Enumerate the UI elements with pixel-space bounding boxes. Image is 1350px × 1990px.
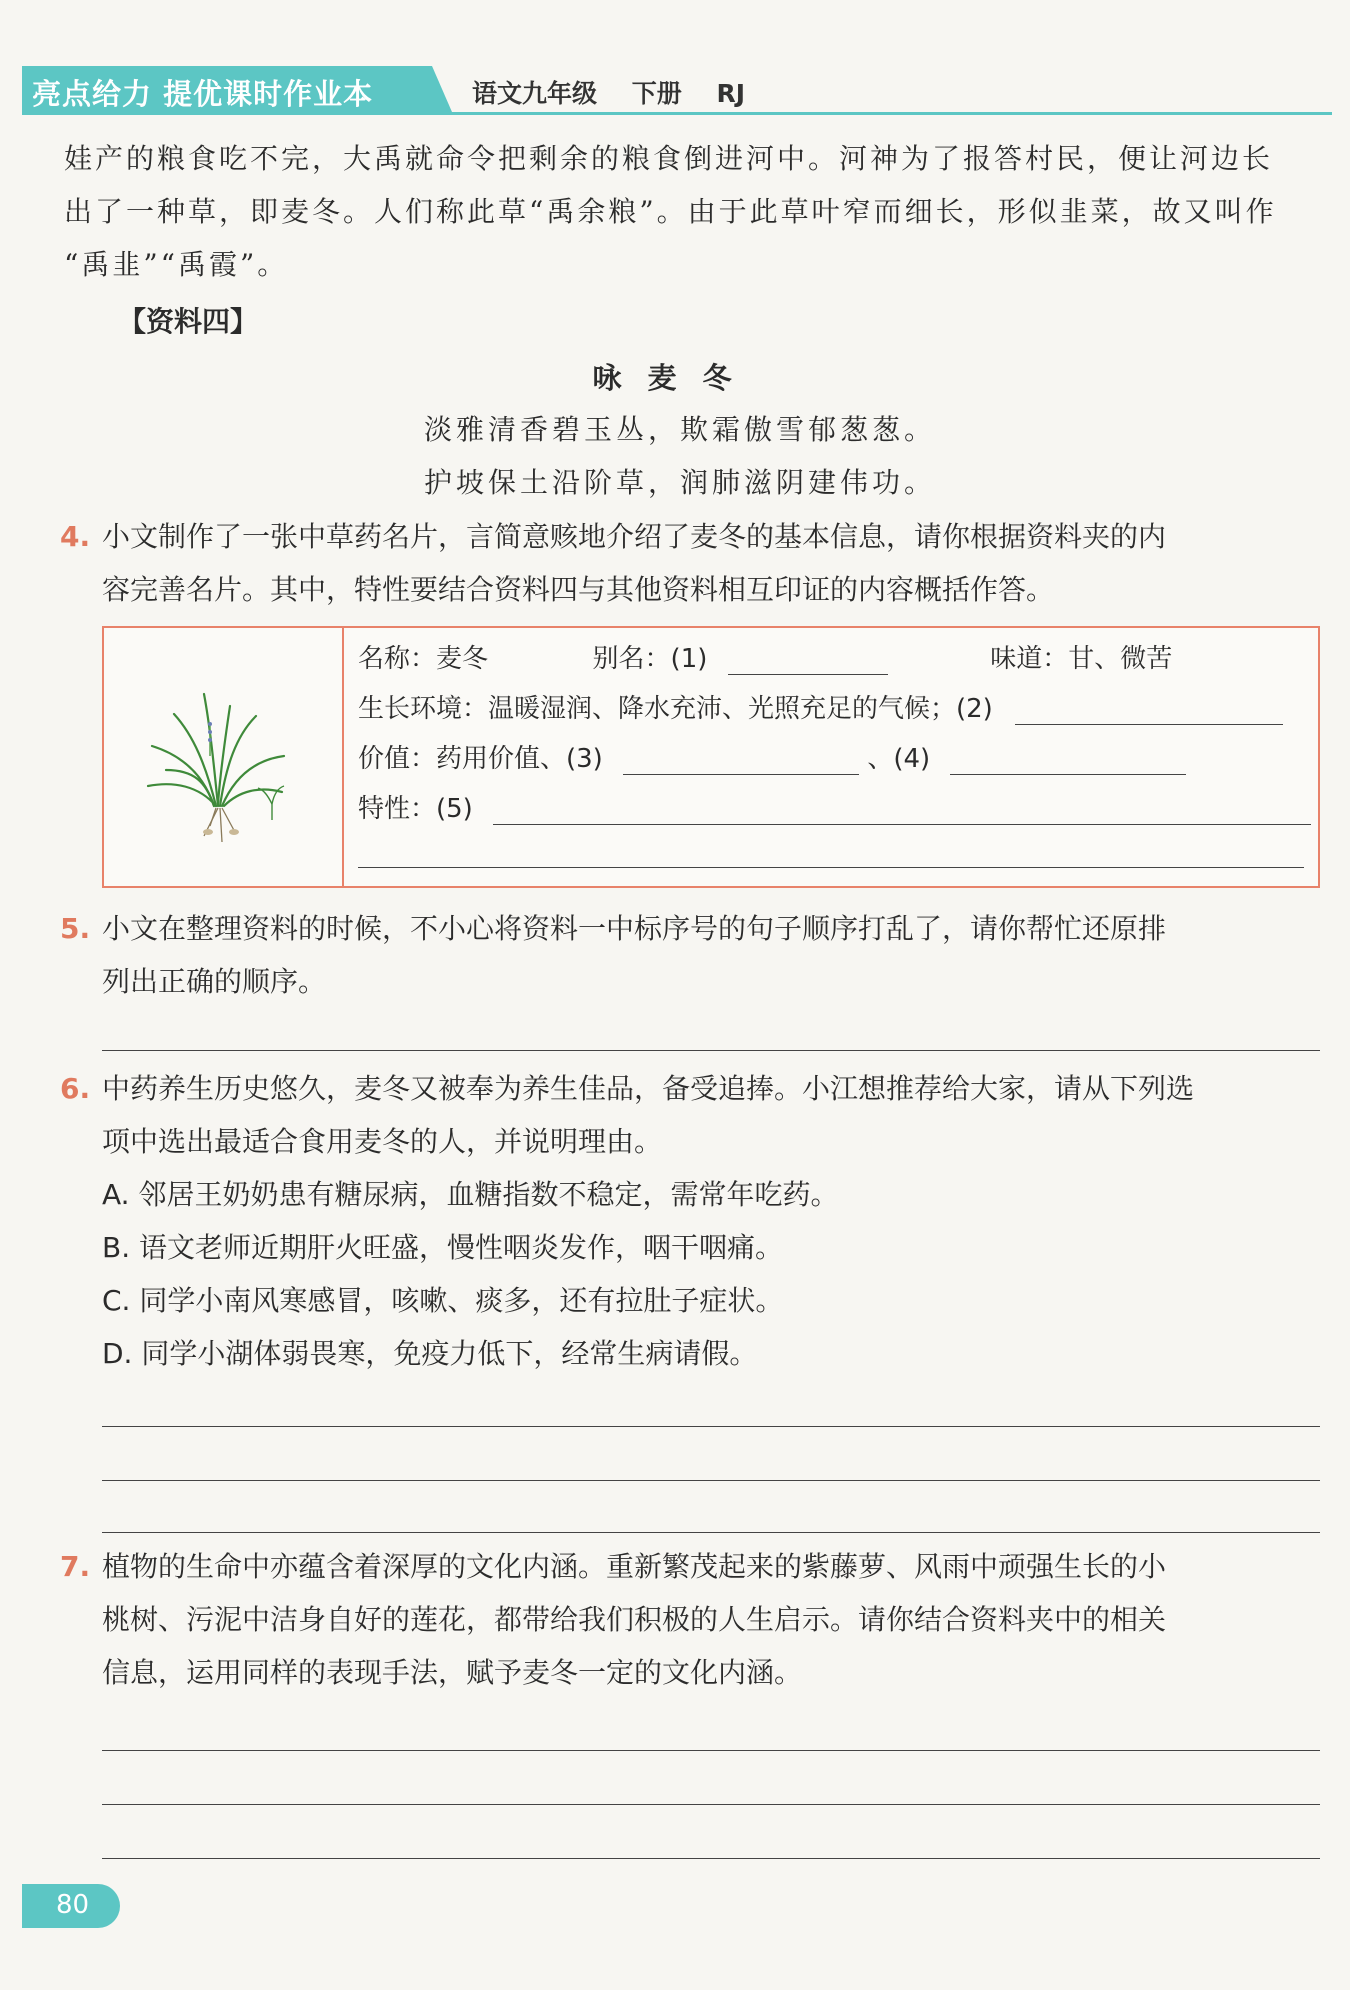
subject-volume: 下册: [631, 79, 682, 108]
subject-edition: RJ: [716, 79, 746, 108]
question-text: 项中选出最适合食用麦冬的人，并说明理由。: [102, 1125, 663, 1158]
page-header: [22, 66, 1332, 114]
card-row-trait: [358, 788, 1311, 825]
question-text: 中药养生历史悠久，麦冬又被奉为养生佳品，备受追捧。小江想推荐给大家，请从下列选: [102, 1072, 1195, 1105]
trait-blank[interactable]: [493, 796, 1311, 825]
card-row-environment: [358, 688, 1283, 725]
question-text: 列出正确的顺序。: [102, 965, 327, 998]
question-number: 4.: [60, 520, 91, 553]
series-title: 亮点给力 提优课时作业本: [32, 77, 374, 111]
answer-line[interactable]: [102, 1858, 1320, 1859]
card-divider: [342, 628, 344, 886]
poem-title: 咏麦冬: [592, 361, 758, 395]
answer-line[interactable]: [102, 1050, 1320, 1051]
alias-blank[interactable]: [728, 646, 888, 675]
question-7: [60, 1540, 1330, 1699]
trait-label: 特性：(5): [358, 794, 473, 824]
question-text: 小文制作了一张中草药名片，言简意赅地介绍了麦冬的基本信息，请你根据资料夹的内: [102, 520, 1167, 553]
card-row-trait-continued: [358, 838, 1304, 868]
question-number: 5.: [60, 912, 91, 945]
question-number: 7.: [60, 1550, 91, 1583]
question-5: [60, 902, 1330, 1008]
header-rule: [22, 112, 1332, 115]
subject-info: [472, 74, 771, 110]
value-label: 价值：药用价值、(3): [358, 744, 603, 774]
value-blank-4[interactable]: [950, 746, 1186, 775]
environment-label: 生长环境：温暖湿润、降水充沛、光照充足的气候；(2): [358, 694, 993, 724]
question-text: 植物的生命中亦蕴含着深厚的文化内涵。重新繁茂起来的紫藤萝、风雨中顽强生长的小: [102, 1550, 1167, 1583]
option-d: D. 同学小湖体弱畏寒，免疫力低下，经常生病请假。: [102, 1337, 758, 1370]
poem-line: 护坡保土沿阶草，润肺滋阴建伟功。: [423, 466, 936, 499]
maidong-plant-illustration: [144, 686, 294, 846]
option-a: A. 邻居王奶奶患有糖尿病，血糖指数不稳定，需常年吃药。: [102, 1178, 839, 1211]
intro-paragraph: [64, 132, 1277, 291]
question-6: [60, 1062, 1330, 1380]
taste-info: 味道：甘、微苦: [990, 644, 1173, 674]
intro-line: 出了一种草，即麦冬。人们称此草“禹余粮”。由于此草叶窄而细长，形似韭菜，故又叫作: [64, 195, 1277, 228]
question-number: 6.: [60, 1072, 91, 1105]
answer-line[interactable]: [102, 1750, 1320, 1751]
poem-line: 淡雅清香碧玉丛，欺霜傲雪郁葱葱。: [423, 413, 936, 446]
page-number-tab: [22, 1884, 120, 1928]
alias-label: 别名：(1): [592, 644, 708, 674]
environment-blank[interactable]: [1015, 696, 1283, 725]
question-text: 信息，运用同样的表现手法，赋予麦冬一定的文化内涵。: [102, 1656, 803, 1689]
answer-line[interactable]: [102, 1532, 1320, 1533]
herb-card: [102, 626, 1320, 888]
card-row-value: [358, 738, 1186, 775]
trait-blank-2[interactable]: [358, 839, 1304, 868]
question-text: 小文在整理资料的时候，不小心将资料一中标序号的句子顺序打乱了，请你帮忙还原排: [102, 912, 1167, 945]
question-4: [60, 510, 1330, 616]
option-c: C. 同学小南风寒感冒，咳嗽、痰多，还有拉肚子症状。: [102, 1284, 784, 1317]
subject-grade: 语文九年级: [472, 79, 598, 108]
value-blank-3[interactable]: [623, 746, 859, 775]
herb-name: 名称：麦冬: [358, 644, 489, 674]
option-b: B. 语文老师近期肝火旺盛，慢性咽炎发作，咽干咽痛。: [102, 1231, 784, 1264]
page-number: 80: [56, 1890, 90, 1920]
card-row-basic: [358, 638, 1172, 675]
answer-line[interactable]: [102, 1480, 1320, 1481]
answer-line[interactable]: [102, 1426, 1320, 1427]
question-text: 容完善名片。其中，特性要结合资料四与其他资料相互印证的内容概括作答。: [102, 573, 1055, 606]
answer-line[interactable]: [102, 1804, 1320, 1805]
material-four-label: 【资料四】: [118, 305, 259, 338]
intro-line: 娃产的粮食吃不完，大禹就命令把剩余的粮食倒进河中。河神为了报答村民，便让河边长: [64, 142, 1274, 175]
question-text: 桃树、污泥中洁身自好的莲花，都带给我们积极的人生启示。请你结合资料夹中的相关: [102, 1603, 1167, 1636]
intro-line: “禹韭”“禹霞”。: [64, 248, 289, 281]
value-label-4: 、(4): [867, 744, 931, 774]
